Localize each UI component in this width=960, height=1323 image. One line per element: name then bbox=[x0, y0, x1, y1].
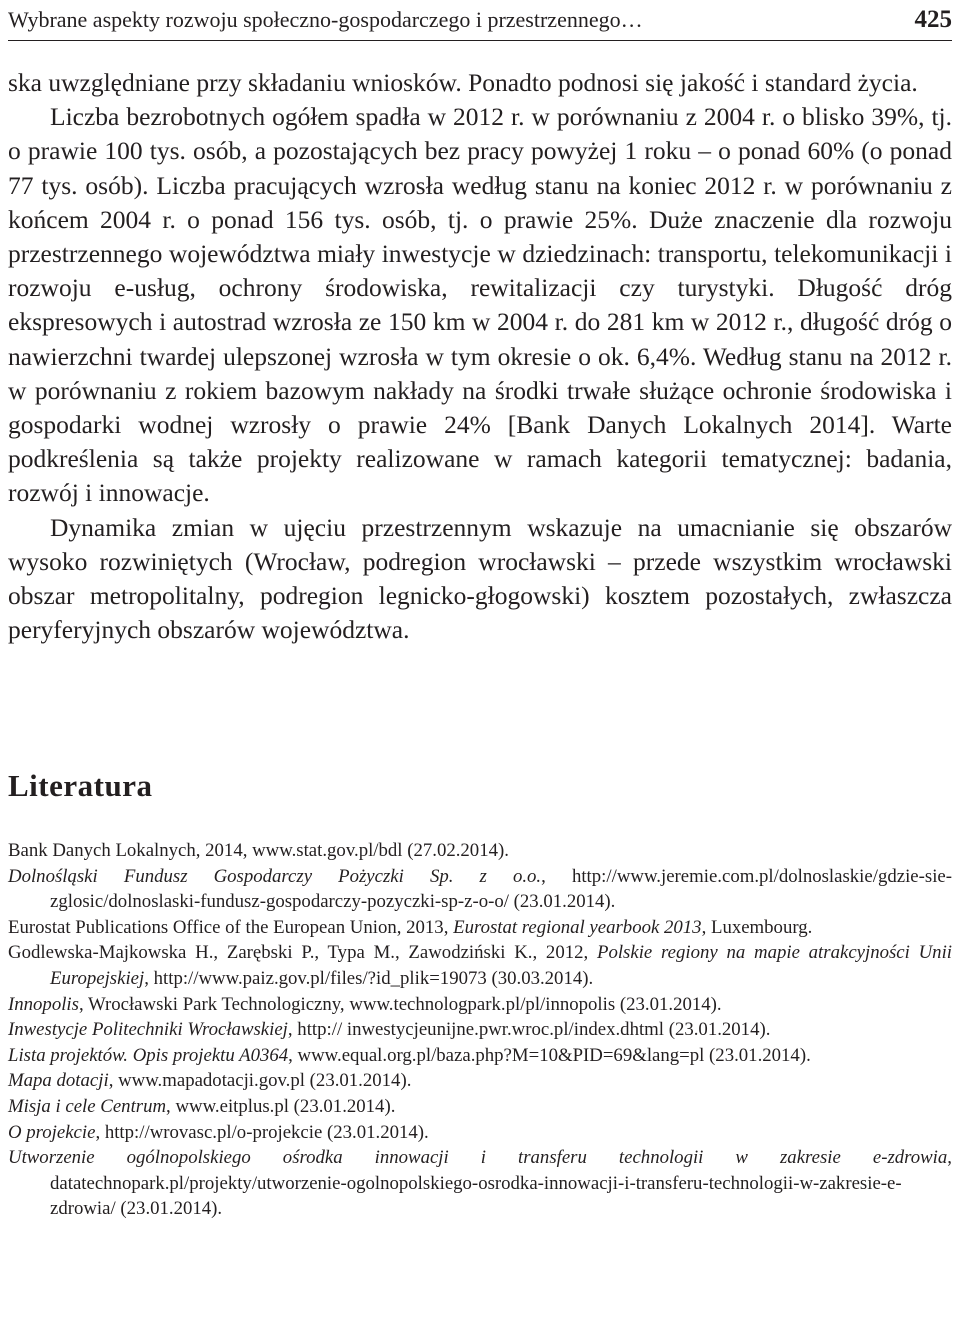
reference-item: Utworzenie ogólnopolskiego ośrodka innowacji i transferu technologii w zakresie e-zdrowia, datatechnopark.pl/projekty/utworzenie-ogolnopolskiego-osrodka-innowacji-i-transferu-technologii-w-zakresie-e-zdrowia/ (23.01.2014). bbox=[8, 1147, 952, 1220]
paragraph: ska uwzględniane przy składaniu wniosków. Ponadto podnosi się jakość i standard życia. bbox=[8, 68, 918, 97]
reference-item: O projekcie, http://wrovasc.pl/o-projekcie (23.01.2014). bbox=[8, 1121, 429, 1143]
reference-item: Mapa dotacji, www.mapadotacji.gov.pl (23.01.2014). bbox=[8, 1070, 412, 1092]
reference-item: Misja i cele Centrum, www.eitplus.pl (23.01.2014). bbox=[8, 1095, 396, 1117]
paragraph: Dynamika zmian w ujęciu przestrzennym wskazuje na umacnianie się obszarów wysoko rozwiniętych (Wrocław, podregion wrocławski – przede wszystkim wrocławski obszar metropolitalny, podregion legnicko-głogowski) kosztem pozostałych, zwłaszcza peryferyjnych obszarów województwa. bbox=[8, 512, 952, 645]
reference-item: Lista projektów. Opis projektu A0364, www.equal.org.pl/baza.php?M=10&PID=69&lang=pl (23.01.2014). bbox=[8, 1044, 811, 1066]
reference-item: Godlewska-Majkowska H., Zarębski P., Typa M., Zawodziński K., 2012, Polskie regiony na mapie atrakcyjności Unii Europejskiej, http://www.paiz.gov.pl/files/?id_plik=19073 (30.03.2014). bbox=[8, 942, 953, 989]
reference-item: Bank Danych Lokalnych, 2014, www.stat.gov.pl/bdl (27.02.2014). bbox=[8, 840, 509, 861]
body-text bbox=[8, 66, 952, 647]
running-title: Wybrane aspekty rozwoju społeczno-gospodarczego i przestrzennego… bbox=[8, 7, 643, 32]
reference-item: Inwestycje Politechniki Wrocławskiej, http:// inwestycjeunijne.pwr.wroc.pl/index.dhtml (23.01.2014). bbox=[8, 1019, 771, 1041]
reference-item: Dolnośląski Fundusz Gospodarczy Pożyczki Sp. z o.o., http://www.jeremie.com.pl/dolnoslaskie/gdzie-sie-zglosic/dolnoslaski-fundusz-gospodarczy-pozyczki-sp-z-o-o/ (23.01.2014). bbox=[8, 865, 953, 913]
reference-item: Innopolis, Wrocławski Park Technologiczny, www.technologpark.pl/pl/innopolis (23.01.2014). bbox=[8, 993, 722, 1015]
reference-list bbox=[8, 838, 952, 1222]
page-number: 425 bbox=[914, 6, 952, 33]
paragraph: Liczba bezrobotnych ogółem spadła w 2012 r. w porównaniu z 2004 r. o blisko 39%, tj. o prawie 100 tys. osób, a pozostających bez pracy powyżej 1 roku – o ponad 60% (o ponad 77 tys. osób). Liczba pracujących wzrosła według stanu na koniec 2012 r. w porównaniu z końcem 2004 r. o ponad 156 tys. osób, tj. o prawie 25%. Duże znaczenie dla rozwoju przestrzennego województwa miały inwestycje w dziedzinach: transportu, telekomunikacji i rozwoju e-usług, ochrony środowiska, rewitalizacji czy turystyki. Długość dróg ekspresowych i autostrad wzrosła ze 150 km w 2004 r. do 281 km w 2012 r., długość dróg o nawierzchni twardej ulepszonej wzrosła w tym okresie o ok. 6,4%. Według stanu na 2012 r. w porównaniu z rokiem bazowym nakłady na środki trwałe służące ochronie środowiska i gospodarki wodnej wzrosły o prawie 24% [Bank Danych Lokalnych 2014]. Warte podkreślenia są także projekty realizowane w ramach kategorii tematycznej: badania, rozwój i innowacje. bbox=[8, 102, 952, 508]
reference-item: Eurostat Publications Office of the European Union, 2013, Eurostat regional yearbook 2013, Luxembourg. bbox=[8, 916, 813, 938]
section-heading: Literatura bbox=[8, 768, 153, 803]
running-header bbox=[8, 0, 952, 41]
